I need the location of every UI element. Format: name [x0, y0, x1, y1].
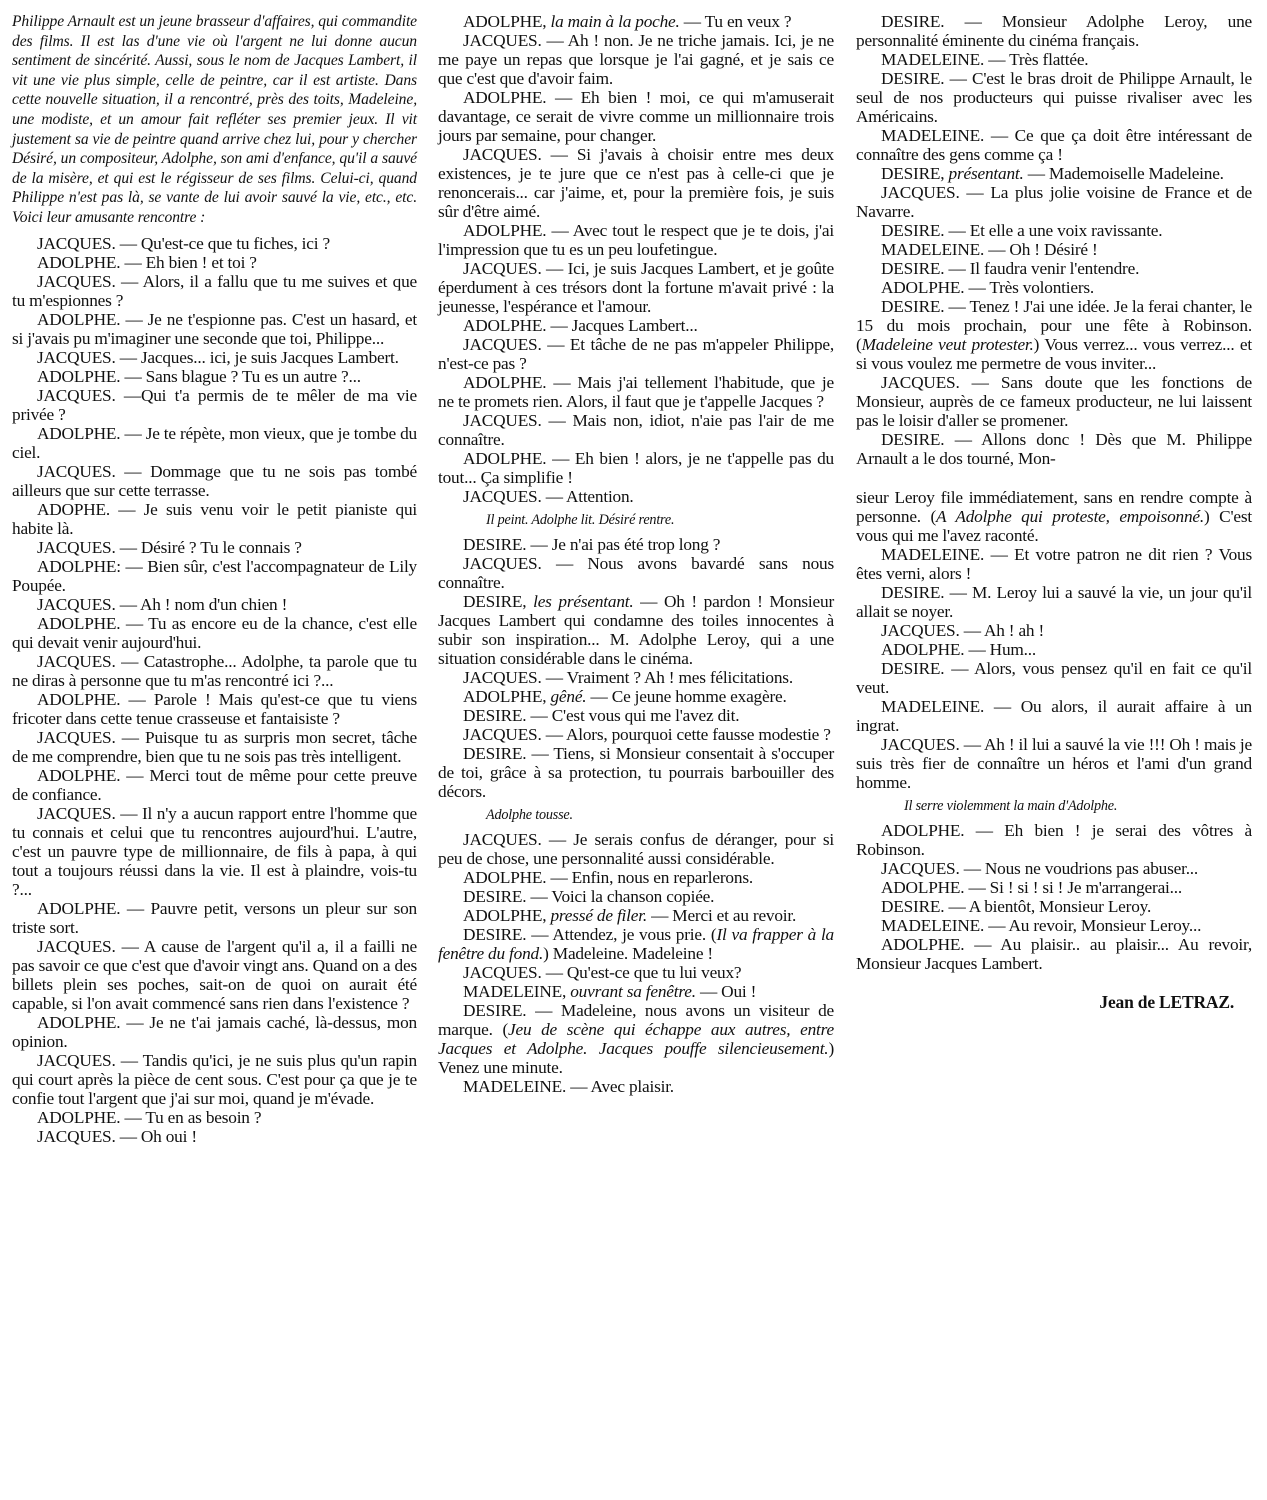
- dialogue-line: JACQUES. — Nous ne voudrions pas abuser...: [881, 859, 1199, 878]
- dialogue-line: ADOLPHE. — Eh bien ! moi, ce qui m'amuserait davantage, ce serait de vivre comme un millionnaire trois jours par semaine, pour changer.: [438, 88, 834, 145]
- dialogue-line: JACQUES. — Sans doute que les fonctions de Monsieur, auprès de ce fameux producteur, ne lui laissent pas le loisir d'aller se promener.: [856, 373, 1252, 430]
- dialogue-line: JACQUES. — Tandis qu'ici, je ne suis plus qu'un rapin qui court après la pièce de cent sous. C'est pour ça que je te confie tout l'argent que j'ai sur moi, quand je m'évade.: [12, 1050, 417, 1108]
- dialogue-line: JACQUES. — Jacques... ici, je suis Jacques Lambert.: [37, 347, 399, 367]
- dialogue-line: ADOLPHE. — Enfin, nous en reparlerons.: [463, 868, 753, 887]
- dialogue-line: ADOLPHE. — Jacques Lambert...: [463, 316, 698, 335]
- dialogue-line: DESIRE. — Alors, vous pensez qu'il en fait ce qu'il veut.: [856, 659, 1252, 697]
- dialogue-line: ADOLPHE. — Tu en as besoin ?: [37, 1107, 262, 1127]
- dialogue-line: JACQUES. — Il n'y a aucun rapport entre l'homme que tu connais et celui que tu rencontres aujourd'hui. L'autre, c'est un pauvre type de millionnaire, de fils à papa, à qui tout a toujours réussi dans la vie. Il est à plaindre, vois-tu ?...: [12, 803, 417, 899]
- dialogue-line: JACQUES. — Alors, il a fallu que tu me suives et que tu m'espionnes ?: [12, 271, 417, 310]
- dialogue-line: DESIRE. — Voici la chanson copiée.: [463, 887, 715, 906]
- dialogue-line: ADOLPHE. — Très volontiers.: [881, 278, 1095, 297]
- continued-line: sieur Leroy file immédiatement, sans en rendre compte à personne. (A Adolphe qui proteste, empoisonné.) C'est vous qui me l'avez raconté.: [856, 488, 1252, 545]
- dialogue-line: JACQUES. — Nous avons bavardé sans nous connaître.: [438, 554, 834, 592]
- dialogue-line: JACQUES. — Ici, je suis Jacques Lambert, et je goûte éperdument à ces trésors dont la fortune m'avait privé : la jeunesse, l'espérance et l'amour.: [438, 259, 834, 316]
- column-3: [856, 12, 1252, 1012]
- dialogue-line: DESIRE. — M. Leroy lui a sauvé la vie, un jour qu'il allait se noyer.: [856, 583, 1252, 621]
- stage-direction: Il peint. Adolphe lit. Désiré rentre.: [486, 512, 675, 528]
- dialogue-line: ADOLPHE. — Merci tout de même pour cette preuve de confiance.: [12, 765, 417, 804]
- dialogue-line: MADELEINE. — Au revoir, Monsieur Leroy...: [881, 916, 1202, 935]
- dialogue-line: ADOLPHE. — Eh bien ! et toi ?: [37, 252, 257, 272]
- dialogue-line: DESIRE. — Madeleine, nous avons un visiteur de marque. (Jeu de scène qui échappe aux autres, entre Jacques et Adolphe. Jacques pouffe silencieusement.) Venez une minute.: [438, 1001, 834, 1077]
- dialogue-line: ADOLPHE. — Eh bien ! je serai des vôtres à Robinson.: [856, 821, 1252, 859]
- dialogue-line: ADOLPHE. — Avec tout le respect que je te dois, j'ai l'impression que tu es un peu loufetingue.: [438, 221, 834, 259]
- dialogue-line: ADOLPHE: — Bien sûr, c'est l'accompagnateur de Lily Poupée.: [12, 556, 417, 595]
- dialogue-line: DESIRE. — C'est le bras droit de Philippe Arnault, le seul de nos producteurs qui puisse rivaliser avec les Américains.: [856, 69, 1252, 126]
- dialogue-line: JACQUES. — Je serais confus de déranger, pour si peu de chose, une personnalité aussi considérable.: [438, 830, 834, 868]
- dialogue-line: DESIRE. — A bientôt, Monsieur Leroy.: [881, 897, 1152, 916]
- dialogue-line: JACQUES. — Oh oui !: [37, 1126, 197, 1146]
- dialogue-line: DESIRE, les présentant. — Oh ! pardon ! Monsieur Jacques Lambert qui condamne des toiles innocentes à subir son inspiration... M. Adolphe Leroy, qui a une situation considérable dans le cinéma.: [438, 592, 835, 668]
- dialogue-line: JACQUES. — Ah ! non. Je ne triche jamais. Ici, je ne me paye un repas que lorsque je l'ai gagné, et je sais ce que c'est que d'avoir faim.: [438, 31, 834, 88]
- dialogue-line: MADELEINE. — Oh ! Désiré !: [881, 240, 1098, 259]
- dialogue-line: DESIRE. — C'est vous qui me l'avez dit.: [463, 706, 740, 725]
- dialogue-line: DESIRE. — Tenez ! J'ai une idée. Je la ferai chanter, le 15 du mois prochain, pour une fête à Robinson. (Madeleine veut protester.) Vous verrez... vous verrez... et si vous voulez me permetre de vous inviter...: [856, 297, 1252, 373]
- dialogue-line: JACQUES. — Catastrophe... Adolphe, ta parole que tu ne diras à personne que tu m'as rencontré ici ?...: [12, 651, 417, 690]
- dialogue-line: DESIRE. — Tiens, si Monsieur consentait à s'occuper de toi, grâce à sa protection, tu pourrais barbouiller des décors.: [438, 744, 834, 801]
- dialogue-line: ADOLPHE, pressé de filer. — Merci et au revoir.: [463, 906, 797, 925]
- dialogue-line: DESIRE. — Attendez, je vous prie. (Il va frapper à la fenêtre du fond.) Madeleine. Madeleine !: [438, 925, 834, 963]
- dialogue-line: JACQUES. — La plus jolie voisine de France et de Navarre.: [856, 183, 1252, 221]
- column-2-dialogue-b: [438, 535, 834, 801]
- dialogue-line: MADELEINE. — Ce que ça doit être intéressant de connaître des gens comme ça !: [856, 126, 1252, 164]
- author-signature: Jean de LETRAZ.: [1099, 992, 1234, 1012]
- dialogue-line: ADOLPHE, gêné. — Ce jeune homme exagère.: [463, 687, 787, 706]
- dialogue-line: ADOLPHE. — Je te répète, mon vieux, que je tombe du ciel.: [12, 423, 417, 462]
- dialogue-line: MADELEINE. — Ou alors, il aurait affaire à un ingrat.: [856, 697, 1252, 735]
- dialogue-line: JACQUES. — Puisque tu as surpris mon secret, tâche de me comprendre, bien que tu ne sois pas très intelligent.: [12, 727, 417, 766]
- dialogue-line: JACQUES. — Mais non, idiot, n'aie pas l'air de me connaître.: [438, 411, 834, 449]
- dialogue-line: JACQUES. — Vraiment ? Ah ! mes félicitations.: [463, 668, 793, 687]
- dialogue-line: ADOLPHE. — Mais j'ai tellement l'habitude, que je ne te promets rien. Alors, il faut que je t'appelle Jacques ?: [438, 373, 834, 411]
- dialogue-line: MADELEINE. — Et votre patron ne dit rien ? Vous êtes verni, alors !: [856, 545, 1252, 583]
- dialogue-line: ADOLPHE. — Sans blague ? Tu es un autre ?...: [37, 366, 361, 386]
- dialogue-line: MADELEINE. — Avec plaisir.: [463, 1077, 674, 1096]
- dialogue-line: DESIRE, présentant. — Mademoiselle Madeleine.: [881, 164, 1224, 183]
- dialogue-line: ADOPHE. — Je suis venu voir le petit pianiste qui habite là.: [12, 499, 417, 538]
- dialogue-line: JACQUES. —Qui t'a permis de te mêler de ma vie privée ?: [12, 385, 417, 424]
- dialogue-line: DESIRE. — Monsieur Adolphe Leroy, une personnalité éminente du cinéma français.: [856, 12, 1252, 50]
- dialogue-line: MADELEINE. — Très flattée.: [881, 50, 1089, 69]
- column-1: [12, 12, 417, 1146]
- dialogue-line: DESIRE. — Je n'ai pas été trop long ?: [463, 535, 721, 554]
- column-gap: [856, 468, 1252, 488]
- dialogue-line: JACQUES. — Ah ! il lui a sauvé la vie !!! Oh ! mais je suis très fier de connaître un héros et l'ami d'un grand homme.: [856, 735, 1252, 792]
- dialogue-line: ADOLPHE. — Si ! si ! si ! Je m'arrangerai...: [881, 878, 1182, 897]
- dialogue-line: ADOLPHE. — Tu as encore eu de la chance, c'est elle qui devait venir aujourd'hui.: [12, 613, 417, 652]
- dialogue-line: JACQUES. — Désiré ? Tu le connais ?: [37, 537, 302, 557]
- column-3-dialogue-a: [856, 12, 1252, 468]
- dialogue-line: JACQUES. — Ah ! ah !: [881, 621, 1045, 640]
- column-1-dialogue: [12, 234, 417, 1146]
- dialogue-line: MADELEINE, ouvrant sa fenêtre. — Oui !: [463, 982, 757, 1001]
- intro-paragraph: Philippe Arnault est un jeune brasseur d'affaires, qui commandite des films. Il est las d'une vie où l'argent ne lui donne aucun sentiment de sincérité. Aussi, sous le nom de Jacques Lambert, il vit une vie plus simple, celle de peintre, car il est artiste. Dans cette nouvelle situation, il a rencontré, près des toits, Madeleine, une modiste, et un amour fait refléter ses premier jeux. Il vit justement sa vie de peintre quand arrive chez lui, pour y chercher Désiré, un compositeur, Adolphe, son ami d'enfance, qu'il a sauvé de la misère, et qui est le régisseur de ses films. Celui-ci, quand Philippe n'est pas là, se vante de lui avoir sauvé la vie, etc., etc. Voici leur amusante rencontre :: [12, 13, 417, 226]
- column-3-dialogue-b: [856, 545, 1252, 792]
- dialogue-line: JACQUES. — Ah ! nom d'un chien !: [37, 594, 288, 614]
- stage-direction: Adolphe tousse.: [486, 807, 573, 823]
- dialogue-line: ADOLPHE. — Je ne t'ai jamais caché, là-dessus, mon opinion.: [12, 1012, 417, 1051]
- dialogue-line: JACQUES. — Si j'avais à choisir entre mes deux existences, je te jure que ce n'est pas à celle-ci que je renoncerais... car j'aime, et, pour la première fois, je suis sûr d'être aimé.: [438, 145, 834, 221]
- column-2: [438, 12, 834, 1096]
- dialogue-line: JACQUES. — Alors, pourquoi cette fausse modestie ?: [463, 725, 831, 744]
- dialogue-line: DESIRE. — Allons donc ! Dès que M. Philippe Arnault a le dos tourné, Mon-: [856, 430, 1252, 468]
- column-2-dialogue-a: [438, 12, 834, 506]
- dialogue-line: ADOLPHE. — Eh bien ! alors, je ne t'appelle pas du tout... Ça simplifie !: [438, 449, 834, 487]
- column-3-dialogue-c: [856, 821, 1252, 973]
- dialogue-line: JACQUES. — Attention.: [463, 487, 634, 506]
- dialogue-line: JACQUES. — Qu'est-ce que tu lui veux?: [463, 963, 742, 982]
- dialogue-line: DESIRE. — Et elle a une voix ravissante.: [881, 221, 1163, 240]
- column-2-dialogue-c: [438, 830, 834, 1096]
- dialogue-line: ADOLPHE. — Hum...: [881, 640, 1037, 659]
- dialogue-line: ADOLPHE, la main à la poche. — Tu en veux ?: [463, 12, 792, 31]
- dialogue-line: ADOLPHE. — Au plaisir.. au plaisir... Au revoir, Monsieur Jacques Lambert.: [856, 935, 1252, 973]
- dialogue-line: JACQUES. — Dommage que tu ne sois pas tombé ailleurs que sur cette terrasse.: [12, 461, 417, 500]
- dialogue-line: JACQUES. — A cause de l'argent qu'il a, il a failli ne pas savoir ce que c'est que d'avoir vingt ans. Quand on a des billets plein ses poches, sait-on de quoi on aurait été capable, si l'on avait commencé sans rien dans l'existence ?: [12, 936, 417, 1013]
- dialogue-line: DESIRE. — Il faudra venir l'entendre.: [881, 259, 1140, 278]
- dialogue-line: ADOLPHE. — Je ne t'espionne pas. C'est un hasard, et si j'avais pu m'imaginer une seconde que toi, Philippe...: [12, 309, 417, 348]
- dialogue-line: JACQUES. — Qu'est-ce que tu fiches, ici ?: [37, 233, 330, 253]
- dialogue-line: JACQUES. — Et tâche de ne pas m'appeler Philippe, n'est-ce pas ?: [438, 335, 834, 373]
- dialogue-line: ADOLPHE. — Parole ! Mais qu'est-ce que tu viens fricoter dans cette tenue crasseuse et fantaisiste ?: [12, 689, 417, 728]
- stage-direction: Il serre violemment la main d'Adolphe.: [904, 798, 1118, 814]
- dialogue-line: ADOLPHE. — Pauvre petit, versons un pleur sur son triste sort.: [12, 898, 417, 937]
